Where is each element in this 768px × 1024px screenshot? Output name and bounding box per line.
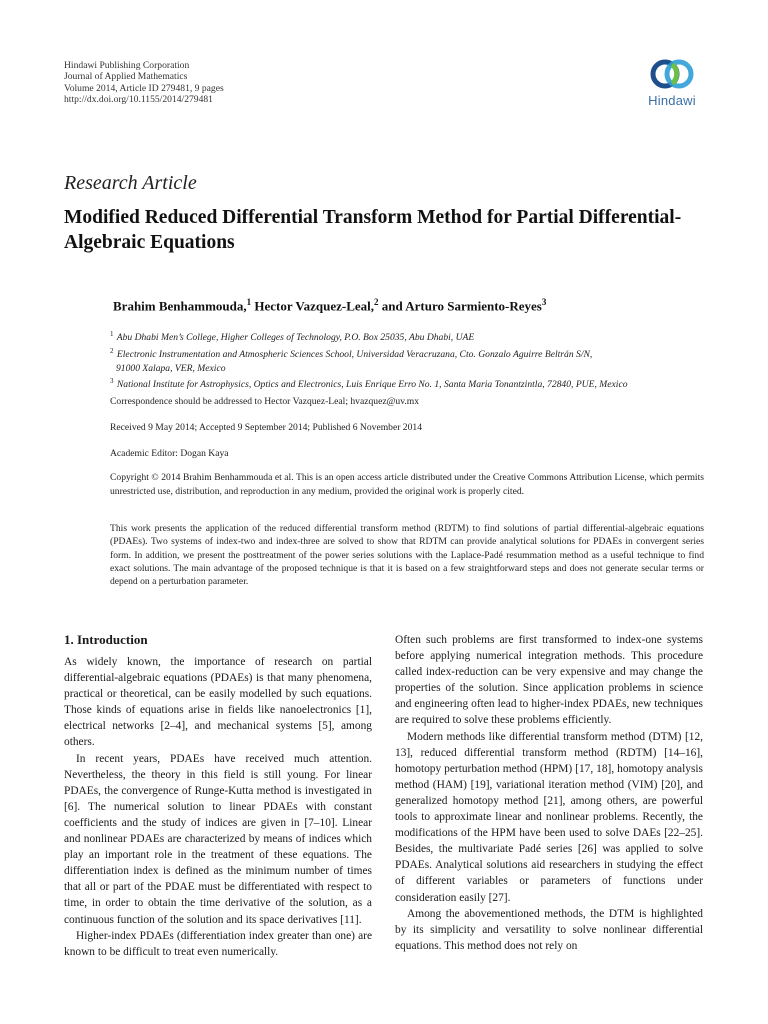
- volume-info: Volume 2014, Article ID 279481, 9 pages: [64, 82, 224, 94]
- academic-editor: Academic Editor: Dogan Kaya: [110, 448, 229, 459]
- affiliation-text: National Institute for Astrophysics, Optics and Electronics, Luis Enrique Erro No. 1, Santa Maria Tonantzintla, 72840, PUE, Mexico: [116, 379, 628, 391]
- abstract: This work presents the application of the reduced differential transform method (RDTM) to find solutions of partial differential-algebraic equations (PDAEs). Two systems of index-two and index-three are solved to show that RDTM can provide analytical solutions for PDAEs in convergent series form. In addition, we present the posttreatment of the power series solutions with the Laplace-Padé resummation method as a useful technique to find exact solutions. The main advantage of the proposed technique is that it is based on a few straightforward steps and does not generate secular terms or depend on a perturbation parameter.: [110, 523, 704, 588]
- affiliation-item: [110, 345, 710, 376]
- left-column: [64, 632, 372, 960]
- affiliation-text: Abu Dhabi Men’s College, Higher Colleges of Technology, P.O. Box 25035, Abu Dhabi, UAE: [116, 332, 475, 344]
- section-heading: 1. Introduction: [64, 632, 148, 647]
- correspondence: Correspondence should be addressed to Hector Vazquez-Leal; hvazquez@uv.mx: [110, 396, 420, 407]
- journal-name: Journal of Applied Mathematics: [64, 71, 188, 83]
- hindawi-logo: [636, 56, 708, 108]
- body-paragraph: As widely known, the importance of research on partial differential-algebraic equations (PDAEs) is that many phenomena, practical or theoretical, can be easily modelled by such equations. Those kinds of equations arise in fields like nanoelectronics [1], electrical networks [2–4], and mechanical systems [5], among others.: [64, 656, 372, 749]
- affiliation-text-cont: 91000 Xalapa, VER, Mexico: [116, 362, 226, 374]
- copyright-notice: Copyright © 2014 Brahim Benhammouda et al. This is an open access article distributed under the Creative Commons Attribution License, which permits unrestricted use, distribution, and reproduction in any medium, provided the original work is properly cited.: [110, 472, 704, 497]
- hindawi-rings-icon: [636, 56, 708, 96]
- affiliation-mark: 1: [110, 330, 114, 338]
- hindawi-wordmark: Hindawi: [648, 93, 696, 108]
- publication-dates: Received 9 May 2014; Accepted 9 September 2014; Published 6 November 2014: [110, 422, 422, 433]
- affiliation-item: [110, 375, 710, 392]
- author-name: Brahim Benhammouda,: [113, 298, 247, 314]
- author-name: and Arturo Sarmiento-Reyes: [381, 298, 542, 314]
- affiliation-text: Electronic Instrumentation and Atmospheric Sciences School, Universidad Veracruzana, Cto. Gonzalo Aguirre Beltrán S/N,: [116, 349, 593, 361]
- publisher-name: Hindawi Publishing Corporation: [64, 60, 190, 71]
- doi-link[interactable]: http://dx.doi.org/10.1155/2014/279481: [64, 93, 213, 105]
- body-paragraph: Higher-index PDAEs (differentiation index greater than one) are known to be difficult to treat even numerically.: [64, 929, 372, 958]
- right-column: [395, 632, 703, 954]
- affiliation-item: [110, 328, 710, 345]
- article-type: Research Article: [64, 172, 197, 194]
- author-name: Hector Vazquez-Leal,: [254, 298, 375, 314]
- affiliations: [110, 328, 710, 392]
- author-affil-mark: 1: [246, 297, 252, 307]
- paper-title: Modified Reduced Differential Transform Method for Partial Differential-Algebraic Equations: [64, 207, 682, 253]
- publication-info: [64, 60, 224, 105]
- body-paragraph: Among the abovementioned methods, the DTM is highlighted by its simplicity and versatility to solve nonlinear differential equations. This method does not rely on: [395, 907, 703, 952]
- author-affil-mark: 2: [374, 297, 379, 307]
- body-paragraph: In recent years, PDAEs have received much attention. Nevertheless, the theory in this field is still young. For linear PDAEs, the convergence of Runge-Kutta method is investigated in [6]. The numerical solution to linear PDAEs with constant coefficients and the study of indices are given in [7–10]. Linear and nonlinear PDAEs are characterized by means of indices which play an important role in the treatment of these equations. The differentiation index is defined as the minimum number of times that all or part of the PDAE must be differentiated with respect to time, in order to obtain the time derivative of the solution, as a continuous function of the solution and its space derivatives [11].: [64, 752, 372, 926]
- author-affil-mark: 3: [541, 297, 547, 307]
- body-paragraph: Often such problems are first transformed to index-one systems before applying numerical integration methods. This procedure called index-reduction can be very expensive and may change the properties of the solution. Since application problems in science and engineering often lead to higher-index PDAEs, new techniques are required to solve these problems efficiently.: [395, 634, 703, 727]
- affiliation-mark: 3: [110, 377, 114, 386]
- body-paragraph: Modern methods like differential transform method (DTM) [12, 13], reduced differential transform method (RDTM) [14–16], homotopy perturbation method (HPM) [17, 18], homotopy analysis method (HAM) [19], variational iteration method (VIM) [20], and generalized homotopy method [21], among others, are powerful tools to approximate linear and nonlinear problems. Recently, the modifications of the HPM have been used to solve DAEs [22–25]. Besides, the multivariate Padé series [26] was applied to solve PDAEs. Analytical solutions aid researchers in studying the effect of different variables or parameters of functions under consideration easily [27].: [395, 730, 703, 904]
- author-list: [113, 297, 546, 314]
- affiliation-mark: 2: [110, 346, 114, 355]
